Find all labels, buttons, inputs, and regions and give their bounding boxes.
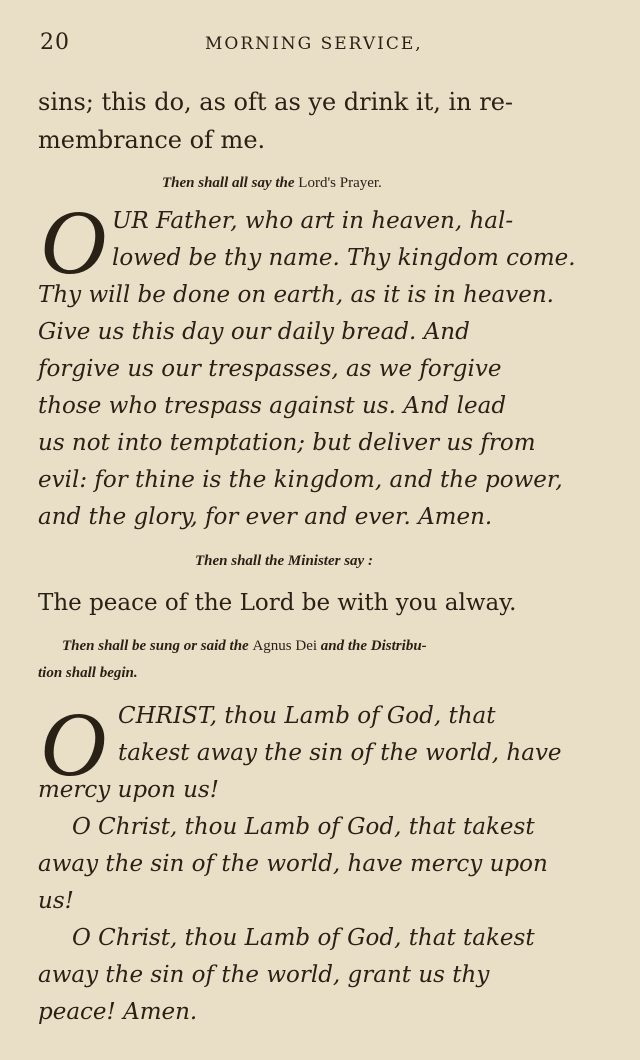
page-number: 20 [40,30,70,55]
prayer-line: and the glory, for ever and ever. Amen. [38,504,493,530]
agnus-line: CHRIST, thou Lamb of God, that [118,703,496,729]
agnus-line: away the sin of the world, grant us thy [38,962,490,988]
intro-line-2: membrance of me. [38,126,266,154]
rubric-term: Agnus Dei [252,638,318,654]
prayer-dropcap: O [40,191,107,293]
rubric-minister: Then shall the Minister say : [195,553,373,569]
agnus-line: takest away the sin of the world, have [118,740,562,766]
agnus-line: away the sin of the world, have mercy upon [38,851,548,877]
rubric-text: Then shall be sung or said the [62,638,249,654]
running-head: MORNING SERVICE, [205,34,423,54]
prayer-line: Thy will be done on earth, as it is in heaven. [38,282,554,308]
rubric-lords-prayer [162,175,382,192]
rubric-agnus [62,638,427,655]
prayer-line: those who trespass against us. And lead [38,393,507,419]
agnus-dropcap: O [40,693,107,795]
agnus-line: O Christ, thou Lamb of God, that takest [72,925,535,951]
prayer-line: Give us this day our daily bread. And [38,319,470,345]
agnus-line: mercy upon us! [38,777,219,803]
prayer-line: UR Father, who art in heaven, hal- [112,208,514,234]
prayer-line: lowed be thy name. Thy kingdom come. [112,245,576,271]
rubric-term: Lord's Prayer. [298,175,382,191]
rubric-text: Then shall all say the [162,175,295,191]
rubric-agnus-line2: tion shall begin. [38,665,138,681]
prayer-line: us not into temptation; but deliver us from [38,430,536,456]
rubric-text: and the Distribu- [320,638,427,654]
agnus-line: O Christ, thou Lamb of God, that takest [72,814,535,840]
prayer-line: evil: for thine is the kingdom, and the power, [38,467,563,493]
page-header [40,30,600,60]
agnus-line: peace! Amen. [38,999,198,1025]
intro-line-1: sins; this do, as oft as ye drink it, in re- [38,88,514,116]
prayer-line: forgive us our trespasses, as we forgive [38,356,502,382]
peace-line: The peace of the Lord be with you alway. [38,590,517,616]
agnus-line: us! [38,888,74,914]
